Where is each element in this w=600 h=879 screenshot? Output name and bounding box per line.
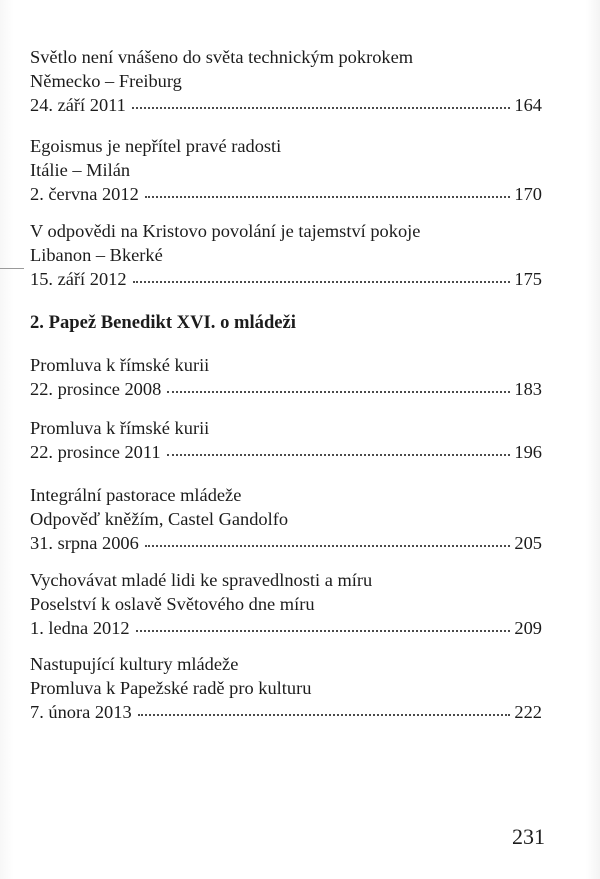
dot-leader bbox=[145, 541, 510, 547]
dot-leader bbox=[167, 387, 510, 393]
toc-entry-date-line bbox=[30, 377, 542, 401]
toc-entry-date: 15. září 2012 bbox=[30, 269, 127, 289]
dot-leader bbox=[138, 710, 510, 716]
toc-entry-title: Integrální pastorace mládeže bbox=[30, 485, 242, 505]
toc-entry-page: 175 bbox=[514, 269, 542, 289]
dot-leader bbox=[136, 626, 510, 632]
toc-entry-subtitle: Poselství k oslavě Světového dne míru bbox=[30, 594, 315, 614]
toc-entry-date: 7. února 2013 bbox=[30, 702, 132, 722]
toc-entry-title: Světlo není vnášeno do světa technickým pokrokem bbox=[30, 47, 414, 67]
section-heading: 2. Papež Benedikt XVI. o mládeži bbox=[30, 312, 296, 333]
toc-entry-date: 2. června 2012 bbox=[30, 184, 139, 204]
toc-entry-title: V odpovědi na Kristovo povolání je tajemství pokoje bbox=[30, 221, 421, 241]
toc-entry-date-line bbox=[30, 616, 542, 640]
toc-entry-title: Promluva k římské kurii bbox=[30, 355, 210, 375]
toc-entry-page: 170 bbox=[514, 184, 542, 204]
toc-entry bbox=[30, 483, 542, 555]
toc-entry-date-line bbox=[30, 531, 542, 555]
toc-entry-date: 1. ledna 2012 bbox=[30, 618, 130, 638]
toc-entry-page: 183 bbox=[514, 379, 542, 399]
toc-entry-date-line bbox=[30, 440, 542, 464]
toc-entry bbox=[30, 652, 542, 724]
toc-entry-date-line bbox=[30, 267, 542, 291]
toc-entry-page: 205 bbox=[514, 533, 542, 553]
toc-entry-page: 222 bbox=[514, 702, 542, 722]
toc-entry-subtitle: Odpověď kněžím, Castel Gandolfo bbox=[30, 509, 289, 529]
dot-leader bbox=[145, 192, 510, 198]
toc-entry-title: Vychovávat mladé lidi ke spravedlnosti a míru bbox=[30, 570, 373, 590]
toc-entry-page: 209 bbox=[514, 618, 542, 638]
toc-entry bbox=[30, 353, 542, 401]
toc-entry bbox=[30, 219, 542, 291]
dot-leader bbox=[133, 277, 510, 283]
page-number: 231 bbox=[512, 824, 545, 849]
toc-entry-title: Nastupující kultury mládeže bbox=[30, 654, 239, 674]
toc-entry bbox=[30, 568, 542, 640]
toc-entry-date-line bbox=[30, 700, 542, 724]
toc-entry-date-line bbox=[30, 182, 542, 206]
toc-entry bbox=[30, 134, 542, 206]
toc-entry-page: 196 bbox=[514, 442, 542, 462]
toc-entry-date: 31. srpna 2006 bbox=[30, 533, 139, 553]
toc-entry-title: Egoismus je nepřítel pravé radosti bbox=[30, 136, 282, 156]
toc-entry-subtitle: Promluva k Papežské radě pro kulturu bbox=[30, 678, 312, 698]
toc-entry bbox=[30, 45, 542, 117]
scan-margin-mark bbox=[0, 268, 24, 269]
dot-leader bbox=[167, 450, 510, 456]
toc-entry-date: 22. prosince 2011 bbox=[30, 442, 161, 462]
toc-entry-subtitle: Německo – Freiburg bbox=[30, 71, 182, 91]
toc-entry-subtitle: Libanon – Bkerké bbox=[30, 245, 163, 265]
toc-entry-date-line bbox=[30, 93, 542, 117]
toc-entry-date: 24. září 2011 bbox=[30, 95, 126, 115]
toc-entry-subtitle: Itálie – Milán bbox=[30, 160, 131, 180]
toc-entry-title: Promluva k římské kurii bbox=[30, 418, 210, 438]
toc-entry bbox=[30, 416, 542, 464]
dot-leader bbox=[132, 103, 510, 109]
toc-entry-date: 22. prosince 2008 bbox=[30, 379, 162, 399]
toc-entry-page: 164 bbox=[514, 95, 542, 115]
